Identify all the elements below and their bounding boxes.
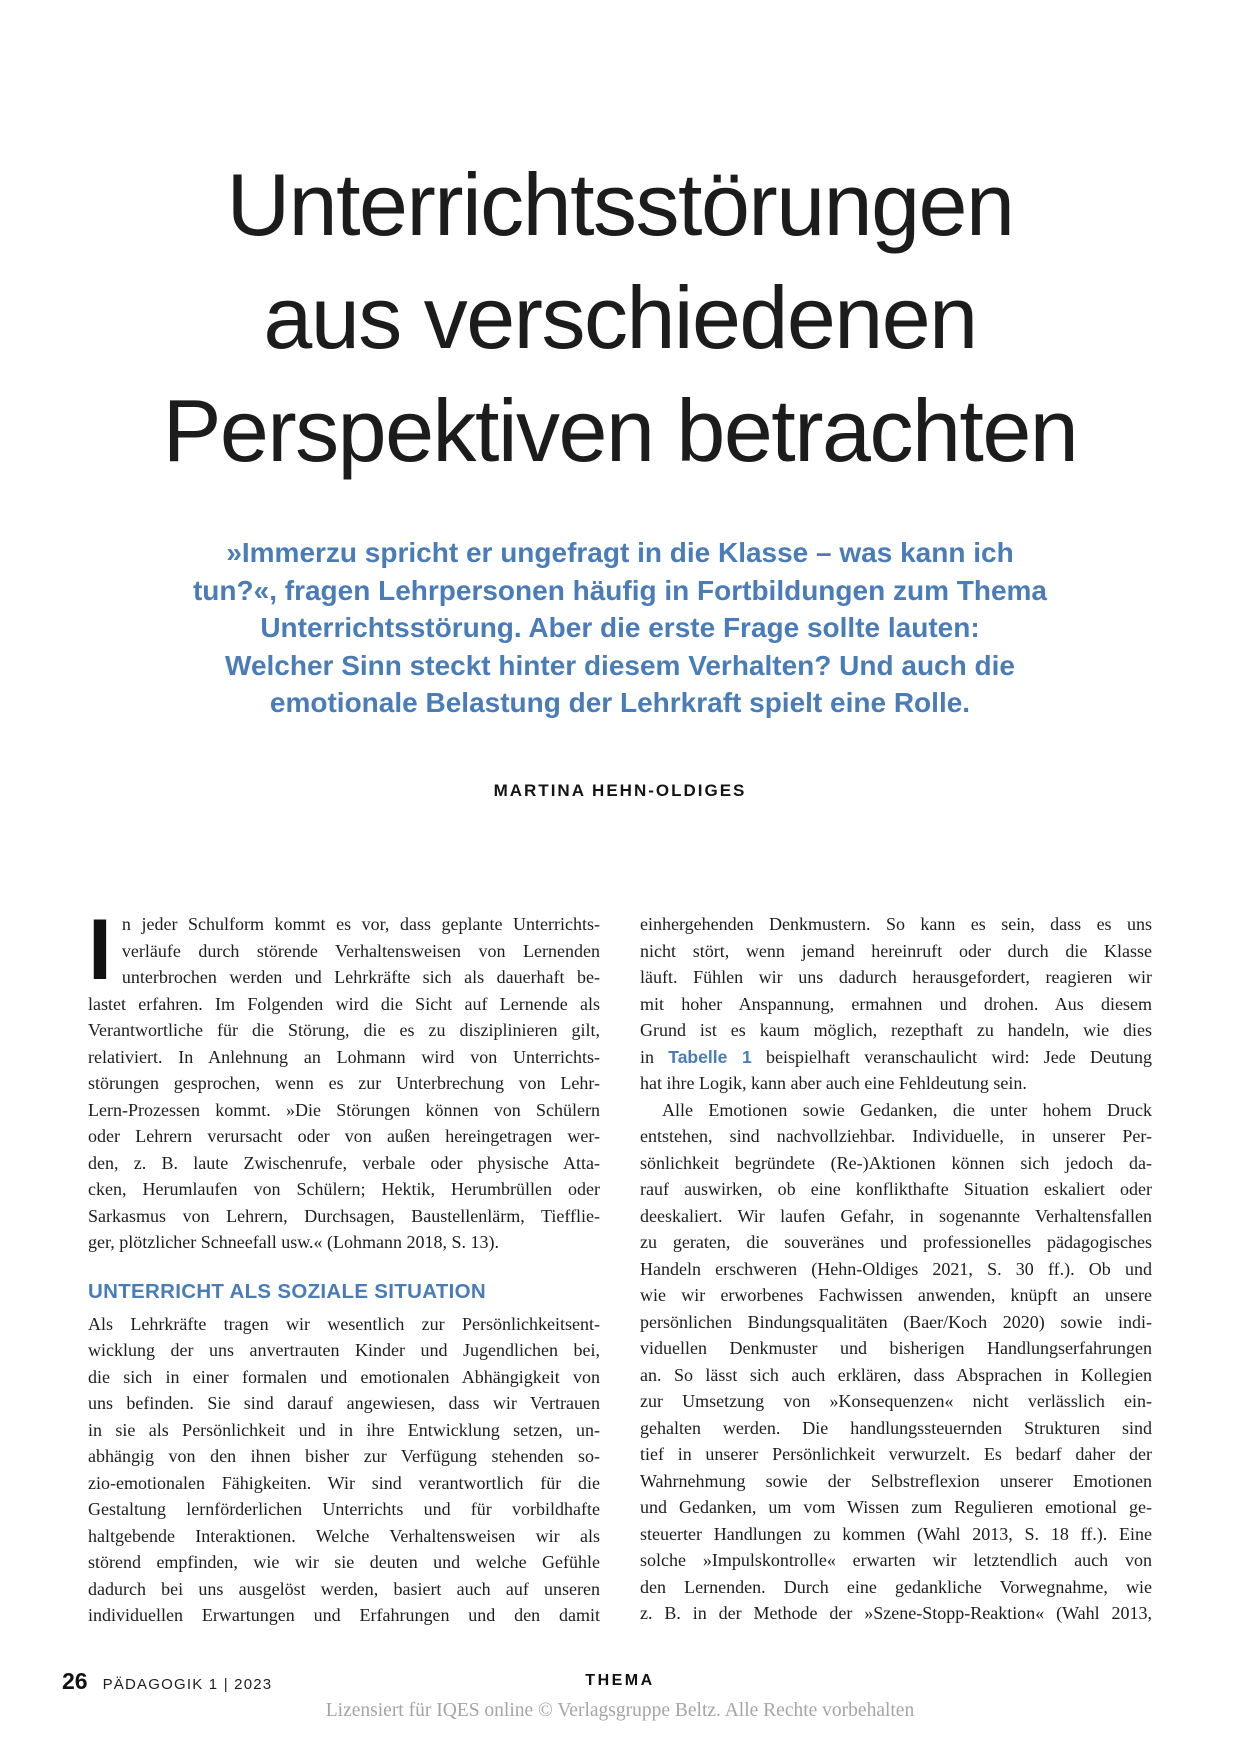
text-line: Sarkasmus von Lehrern, Durchsagen, Baustellenlärm, Tiefflie- [88, 1205, 600, 1226]
text-line: cken, Herumlaufen von Schülern; Hektik, Herumbrüllen oder [88, 1179, 600, 1199]
text-line: wicklung der uns anvertrauten Kinder und Jugendlichen bei, [88, 1340, 600, 1360]
text-line: abhängig von den ihnen bisher zur Verfügung stehenden so- [88, 1446, 600, 1466]
text-span: in [640, 1046, 669, 1067]
text-line: haltgebende Interaktionen. Welche Verhaltensweisen wir als [88, 1525, 600, 1546]
left-column [88, 902, 600, 1629]
text-line: relativiert. In Anlehnung an Lohmann wird von Unterrichts- [88, 1046, 600, 1067]
text-line: ger, plötzlicher Schneefall usw.« (Lohmann 2018, S. 13). [88, 1232, 500, 1252]
section-label: THEMA [585, 1672, 655, 1689]
text-line: uns befinden. Sie sind darauf angewiesen, dass wir Vertrauen [88, 1393, 600, 1413]
paragraph [88, 1311, 600, 1629]
text-line: gehalten werden. Die handlungssteuernden Strukturen sind [640, 1417, 1152, 1438]
text-line: störungen gesprochen, wenn es zur Unterbrechung von Lehr- [88, 1073, 600, 1093]
article-title [0, 148, 1240, 487]
lede-line: Welcher Sinn steckt hinter diesem Verhalten? Und auch die [225, 649, 1015, 681]
text-line: Grund ist es kaum möglich, rezepthaft zu handeln, wie dies [640, 1020, 1152, 1040]
text-line [640, 1044, 1152, 1071]
article-lede [110, 534, 1130, 722]
text-line: hat ihre Logik, kann aber auch eine Fehldeutung sein. [640, 1073, 1027, 1093]
text-line: Handeln erschweren (Hehn-Oldiges 2021, S. 30 ff.). Ob und [640, 1258, 1152, 1279]
text-line: rauf auswirken, ob eine konflikthafte Situation eskaliert oder [640, 1179, 1152, 1199]
text-line: viduellen Denkmuster und bisherigen Handlungserfahrungen [640, 1338, 1152, 1358]
text-line: den, z. B. laute Zwischenrufe, verbale oder physische Atta- [88, 1152, 600, 1173]
journal-title: PÄDAGOGIK 1 | 2023 [102, 1676, 273, 1693]
text-line: mit hoher Anspannung, ermahnen und drohen. Aus diesem [640, 993, 1152, 1014]
text-line: n jeder Schulform kommt es vor, dass geplante Unterrichts- [121, 914, 600, 934]
text-line: entstehen, sind nachvollziehbar. Individuelle, in unserer Per- [640, 1126, 1152, 1146]
text-line: Alle Emotionen sowie Gedanken, die unter hohem Druck [662, 1099, 1152, 1120]
text-line: einhergehenden Denkmustern. So kann es sein, dass es uns [640, 914, 1152, 934]
text-line: oder Lehrern verursacht oder von außen hereingetragen wer- [88, 1126, 600, 1146]
paragraph [640, 1097, 1152, 1627]
text-line: tief in unserer Persönlichkeit verwurzelt. Es bedarf daher der [640, 1444, 1152, 1464]
text-line: Gestaltung lernförderlichen Unterrichts und für vorbildhafte [88, 1499, 600, 1519]
drop-cap: I [88, 902, 112, 998]
text-line: steuerter Handlungen zu kommen (Wahl 2013, S. 18 ff.). Eine [640, 1523, 1152, 1544]
lede-line: emotionale Belastung der Lehrkraft spielt eine Rolle. [269, 687, 971, 718]
text-line: verläufe durch störende Verhaltensweisen von Lernenden [121, 940, 600, 961]
text-line: lastet erfahren. Im Folgenden wird die Sicht auf Lernende als [88, 993, 600, 1014]
text-line: in sie als Persönlichkeit und in ihre Entwicklung setzen, un- [88, 1419, 600, 1440]
text-line: persönlichen Bindungsqualitäten (Baer/Koch 2020) sowie indi- [640, 1311, 1152, 1332]
text-line: unterbrochen werden und Lehrkräfte sich als dauerhaft be- [121, 967, 600, 987]
text-line: Als Lehrkräfte tragen wir wesentlich zur Persönlichkeitsent- [88, 1313, 600, 1334]
text-line: individuellen Erwartungen und Erfahrungen und den damit [88, 1605, 600, 1625]
lede-line: »Immerzu spricht er ungefragt in die Klasse – was kann ich [226, 537, 1014, 568]
title-line: Unterrichtsstörungen [226, 155, 1014, 254]
lede-line: tun?«, fragen Lehrpersonen häufig in Fortbildungen zum Thema [192, 574, 1047, 606]
license-notice: Lizensiert für IQES online © Verlagsgruppe Beltz. Alle Rechte vorbehalten [325, 1700, 915, 1721]
title-line: aus verschiedenen [263, 268, 977, 367]
text-line: an. So lässt sich auch erklären, dass Absprachen in Kollegien [640, 1364, 1152, 1385]
page-footer [62, 1668, 1178, 1696]
text-line: zur Umsetzung von »Konsequenzen« nicht verlässlich ein- [640, 1391, 1152, 1411]
text-line: den Lernenden. Durch eine gedankliche Vorwegnahme, wie [640, 1576, 1152, 1597]
text-line: und Gedanken, um vom Wissen zum Regulieren emotional ge- [640, 1497, 1152, 1517]
text-line: Verantwortliche für die Störung, die es zu disziplinieren gilt, [88, 1020, 600, 1040]
page-number: 26 [62, 1668, 88, 1694]
lede-line: Unterrichtsstörung. Aber die erste Frage sollte lauten: [260, 612, 980, 643]
text-line: sönlichkeit begründete (Re-)Aktionen können sich jedoch da- [640, 1152, 1152, 1173]
author-byline: MARTINA HEHN-OLDIGES [493, 781, 747, 800]
text-line: z. B. in der Methode der »Szene-Stopp-Reaktion« (Wahl 2013, [640, 1603, 1152, 1623]
text-line: Lern-Prozessen kommt. »Die Störungen können von Schülern [88, 1099, 600, 1120]
text-line: dadurch bei uns ausgelöst werden, basiert auch auf unseren [88, 1578, 600, 1599]
table-reference: Tabelle 1 [668, 1046, 752, 1067]
text-line: wie wir erworbenes Fachwissen anwenden, knüpft an unsere [640, 1285, 1152, 1305]
text-line: störend empfinden, wie wir sie deuten und welche Gefühle [88, 1552, 600, 1572]
right-column [640, 911, 1152, 1629]
text-line: zu geraten, die souveränes und professionelles pädagogisches [640, 1232, 1152, 1252]
text-line: deeskaliert. Wir laufen Gefahr, in sogenannte Verhaltensfallen [640, 1205, 1152, 1226]
text-line: nicht stört, wenn jemand hereinruft oder durch die Klasse [640, 940, 1152, 961]
text-span: beispielhaft veranschaulicht wird: Jede Deutung [751, 1046, 1152, 1067]
text-line: Wahrnehmung sowie der Selbstreflexion unserer Emotionen [640, 1470, 1152, 1491]
paragraph [640, 911, 1152, 1097]
article-body [88, 902, 1152, 1629]
title-line: Perspektiven betrachten [162, 381, 1078, 480]
text-line: läuft. Fühlen wir uns dadurch herausgefordert, reagieren wir [640, 967, 1152, 987]
paragraph [88, 902, 600, 1256]
text-line: die sich in einer formalen und emotionalen Abhängigkeit von [88, 1366, 600, 1387]
text-line: zio-emotionalen Fähigkeiten. Wir sind verantwortlich für die [88, 1472, 600, 1493]
text-line: solche »Impulskontrolle« erwarten wir letztendlich auch von [640, 1550, 1152, 1570]
section-heading: UNTERRICHT ALS SOZIALE SITUATION [88, 1279, 486, 1303]
